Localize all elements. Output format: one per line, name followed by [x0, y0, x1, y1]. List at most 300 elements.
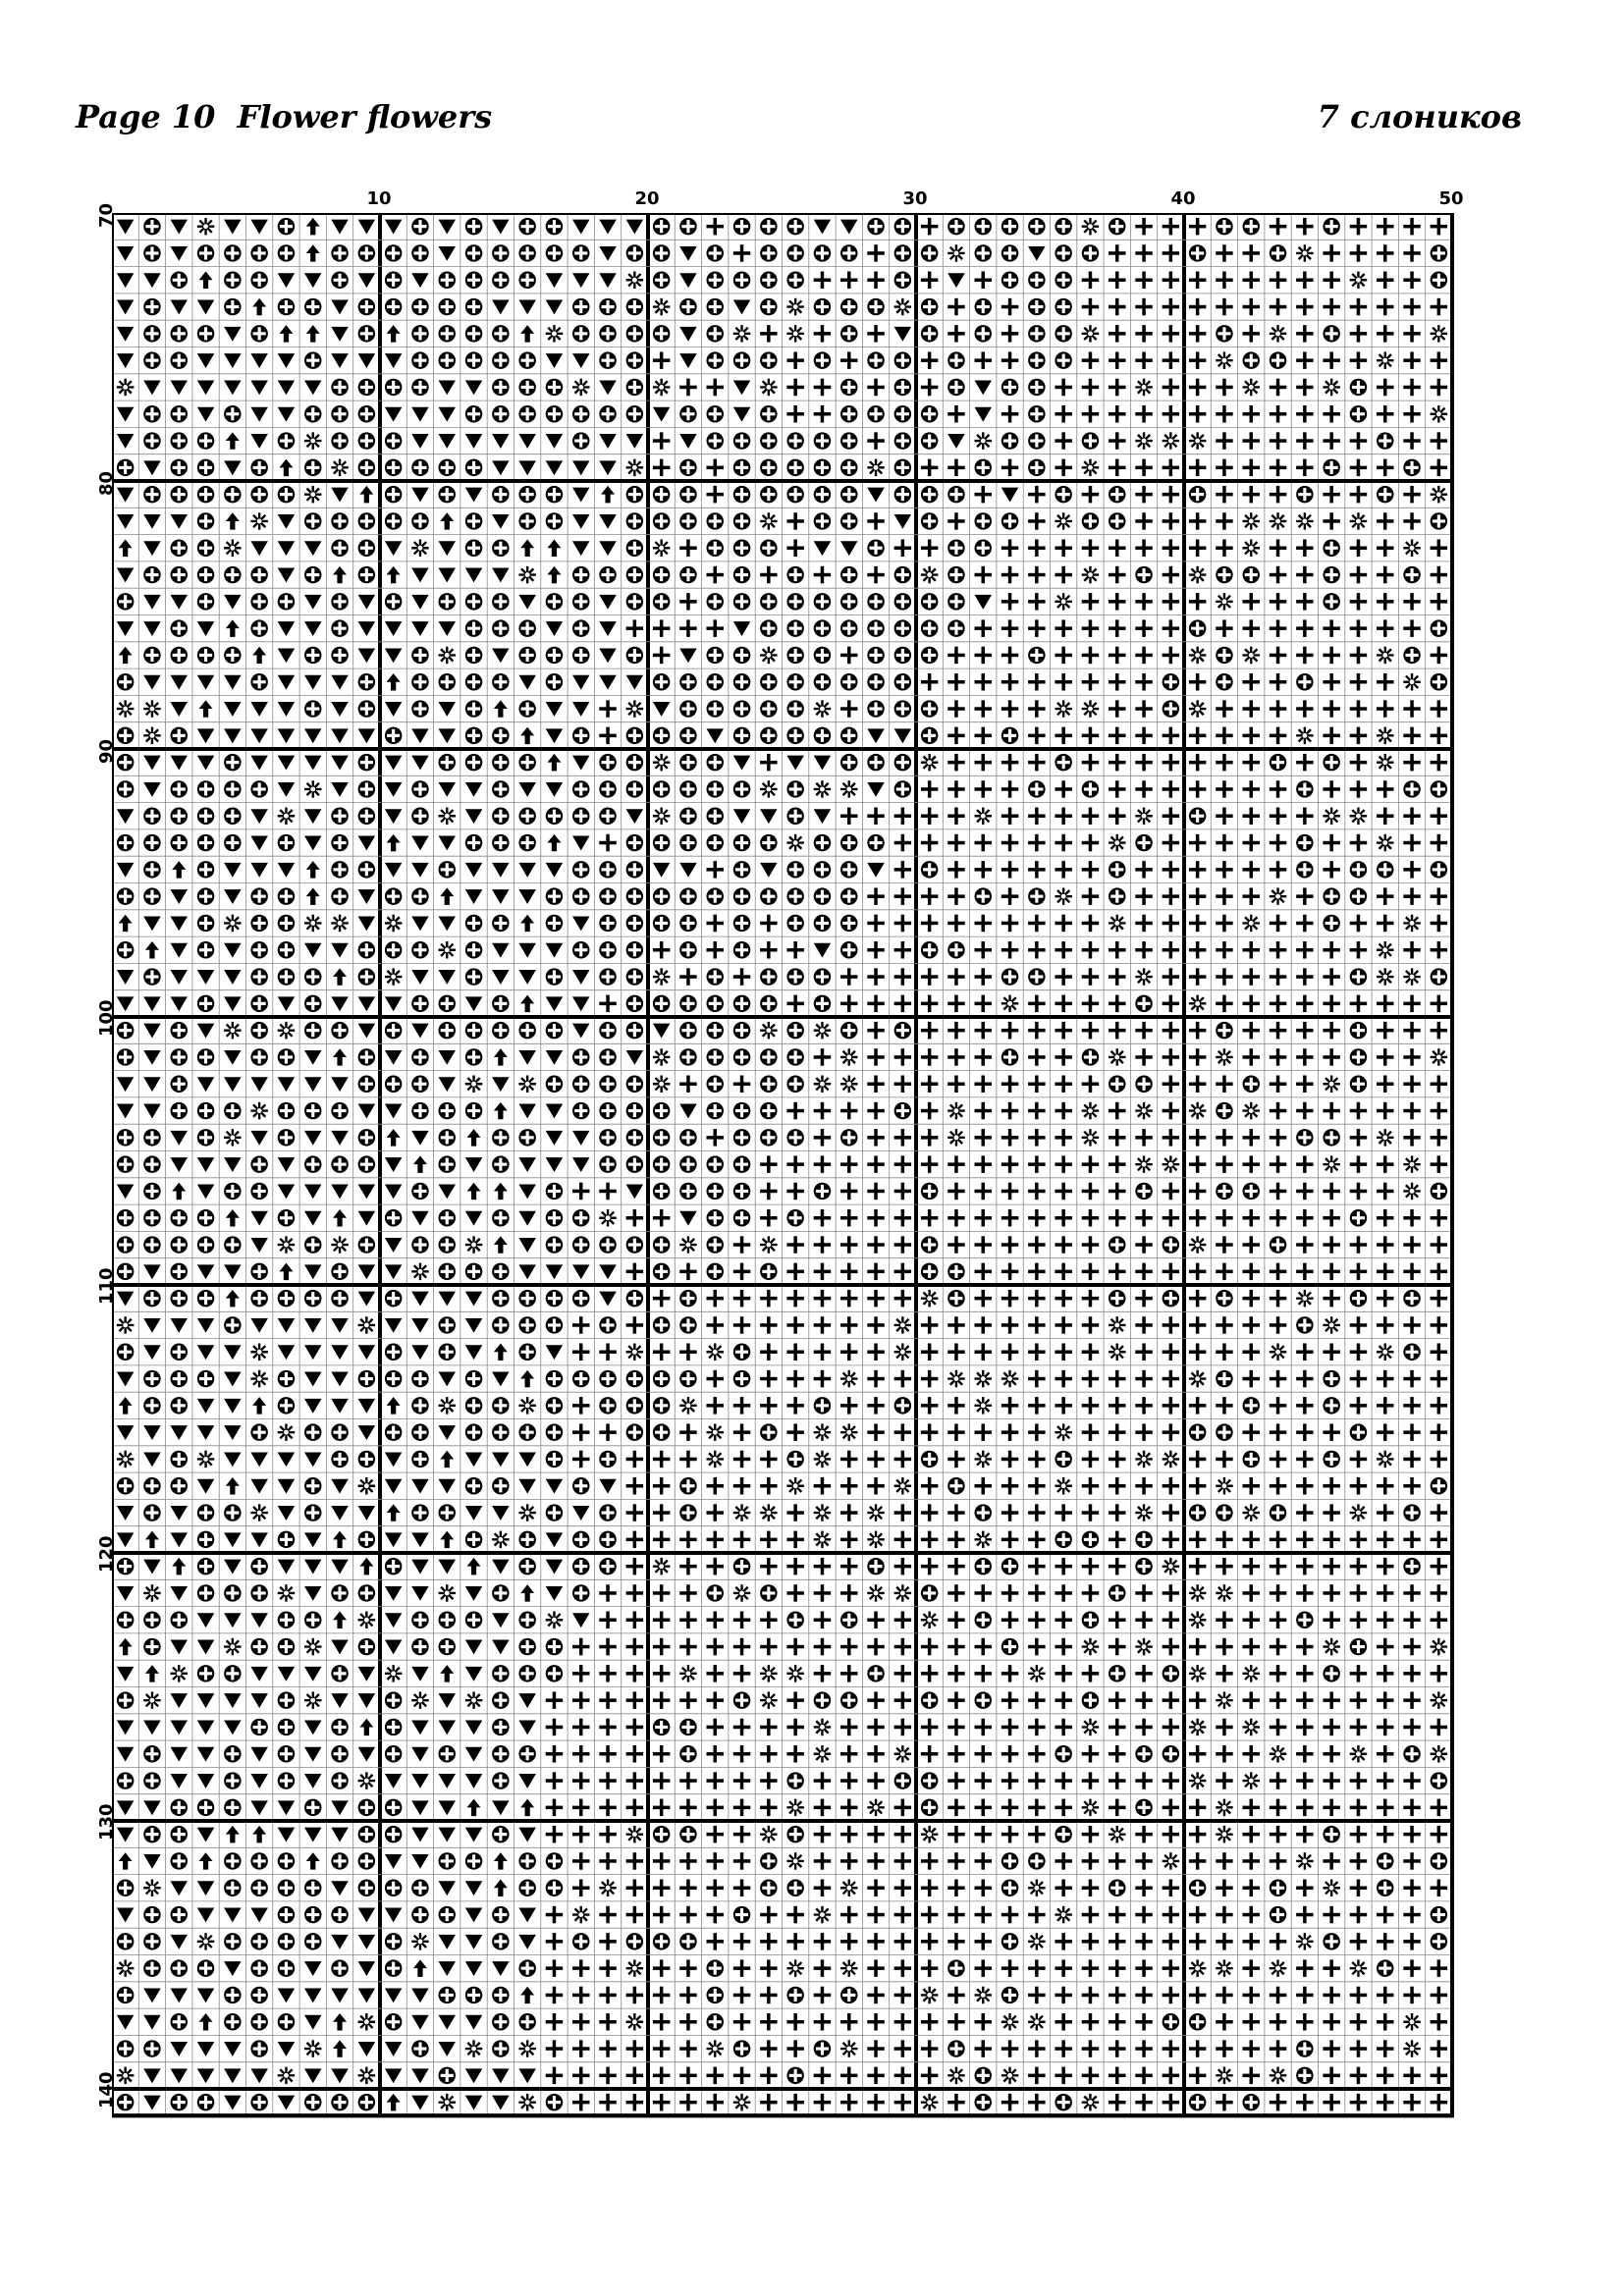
triangle-down-symbol: [143, 2068, 160, 2083]
plus-symbol: [894, 2067, 911, 2084]
triangle-down-symbol: [465, 782, 482, 797]
filled-cross-symbol: [117, 1236, 134, 1253]
filled-cross-symbol: [1189, 1504, 1206, 1521]
triangle-down-symbol: [224, 1372, 241, 1387]
plus-symbol: [1323, 1290, 1339, 1307]
triangle-down-symbol: [518, 1157, 535, 1172]
arrow-up-symbol: [387, 1397, 401, 1414]
filled-cross-symbol: [733, 1048, 750, 1065]
filled-cross-symbol: [197, 486, 214, 503]
triangle-down-symbol: [411, 1292, 428, 1307]
filled-cross-symbol: [250, 995, 267, 1012]
plus-symbol: [975, 1263, 992, 1280]
triangle-down-symbol: [492, 1077, 509, 1092]
filled-cross-symbol: [1028, 432, 1045, 449]
plus-symbol: [1163, 915, 1179, 932]
triangle-down-symbol: [197, 1024, 214, 1039]
filled-cross-symbol: [679, 566, 696, 583]
filled-cross-symbol: [626, 887, 643, 904]
filled-cross-symbol: [224, 1665, 241, 1682]
plus-symbol: [760, 1155, 777, 1172]
plus-symbol: [975, 1076, 992, 1093]
filled-cross-symbol: [411, 1504, 428, 1521]
plus-symbol: [1323, 1799, 1339, 1816]
filled-cross-symbol: [760, 351, 777, 368]
plus-symbol: [1350, 1477, 1367, 1494]
asterisk-symbol: [117, 1451, 134, 1468]
filled-cross-symbol: [1055, 486, 1071, 503]
plus-symbol: [599, 1719, 616, 1735]
triangle-down-symbol: [250, 1613, 267, 1628]
plus-symbol: [867, 1987, 884, 2003]
filled-cross-symbol: [814, 995, 831, 1012]
plus-symbol: [1163, 1959, 1179, 1976]
asterisk-symbol: [411, 1691, 428, 1708]
filled-cross-symbol: [1001, 968, 1018, 985]
asterisk-symbol: [1055, 1423, 1071, 1440]
plus-symbol: [733, 1263, 750, 1280]
triangle-down-symbol: [171, 1586, 188, 1601]
plus-symbol: [1296, 1826, 1313, 1842]
triangle-down-symbol: [197, 1747, 214, 1762]
filled-cross-symbol: [733, 566, 750, 583]
triangle-down-symbol: [465, 2068, 482, 2083]
filled-cross-symbol: [733, 673, 750, 690]
plus-symbol: [947, 1155, 964, 1172]
asterisk-symbol: [786, 298, 803, 315]
plus-symbol: [1323, 432, 1339, 449]
plus-symbol: [921, 1155, 938, 1172]
plus-symbol: [1296, 968, 1313, 985]
filled-cross-symbol: [947, 486, 964, 503]
triangle-down-symbol: [546, 996, 563, 1011]
filled-cross-symbol: [465, 754, 482, 771]
plus-symbol: [1431, 700, 1447, 717]
plus-symbol: [894, 1987, 911, 2003]
filled-cross-symbol: [411, 1906, 428, 1923]
filled-cross-symbol: [733, 1102, 750, 1119]
filled-cross-symbol: [840, 432, 857, 449]
plus-symbol: [840, 2094, 857, 2110]
filled-cross-symbol: [1001, 1880, 1018, 1896]
filled-cross-symbol: [894, 754, 911, 771]
plus-symbol: [626, 1504, 643, 1521]
plus-symbol: [1135, 1290, 1152, 1307]
triangle-down-symbol: [439, 246, 456, 261]
filled-cross-symbol: [224, 1316, 241, 1333]
plus-symbol: [921, 1880, 938, 1896]
plus-symbol: [1109, 1612, 1125, 1629]
plus-symbol: [1270, 861, 1286, 878]
plus-symbol: [599, 2067, 616, 2084]
triangle-down-symbol: [894, 514, 911, 529]
plus-symbol: [733, 1638, 750, 1655]
asterisk-symbol: [1189, 566, 1206, 583]
filled-cross-symbol: [385, 432, 402, 449]
plus-symbol: [867, 1612, 884, 1629]
plus-symbol: [1216, 379, 1232, 396]
plus-symbol: [1135, 486, 1152, 503]
triangle-down-symbol: [465, 1157, 482, 1172]
triangle-down-symbol: [171, 1131, 188, 1146]
plus-symbol: [760, 1209, 777, 1226]
filled-cross-symbol: [653, 1423, 670, 1440]
filled-cross-symbol: [331, 1102, 348, 1119]
triangle-down-symbol: [546, 1050, 563, 1065]
asterisk-symbol: [840, 1423, 857, 1440]
filled-cross-symbol: [518, 1612, 535, 1629]
plus-symbol: [894, 1852, 911, 1869]
filled-cross-symbol: [278, 1290, 295, 1307]
row-label-130: 130: [96, 1803, 117, 1841]
filled-cross-symbol: [304, 566, 321, 583]
filled-cross-symbol: [224, 647, 241, 664]
filled-cross-symbol: [840, 1691, 857, 1708]
filled-cross-symbol: [1109, 486, 1125, 503]
asterisk-symbol: [814, 1022, 831, 1039]
plus-symbol: [1135, 218, 1152, 235]
plus-symbol: [653, 619, 670, 636]
plus-symbol: [1323, 405, 1339, 422]
filled-cross-symbol: [1055, 2094, 1071, 2110]
filled-cross-symbol: [171, 2013, 188, 2030]
asterisk-symbol: [626, 1344, 643, 1361]
plus-symbol: [1135, 2067, 1152, 2084]
triangle-down-symbol: [224, 2068, 241, 2083]
plus-symbol: [1028, 1183, 1045, 1200]
triangle-down-symbol: [465, 809, 482, 824]
plus-symbol: [975, 1290, 992, 1307]
plus-symbol: [1323, 2094, 1339, 2110]
plus-symbol: [1109, 2040, 1125, 2056]
asterisk-symbol: [358, 1316, 375, 1333]
plus-symbol: [1216, 700, 1232, 717]
filled-cross-symbol: [439, 1344, 456, 1361]
plus-symbol: [1296, 754, 1313, 771]
filled-cross-symbol: [385, 1745, 402, 1762]
filled-cross-symbol: [250, 1719, 267, 1735]
arrow-up-symbol: [494, 1048, 508, 1065]
plus-symbol: [1296, 1076, 1313, 1093]
triangle-down-symbol: [439, 2015, 456, 2030]
plus-symbol: [626, 1612, 643, 1629]
filled-cross-symbol: [1189, 486, 1206, 503]
triangle-down-symbol: [304, 1560, 321, 1575]
plus-symbol: [1135, 1236, 1152, 1253]
asterisk-symbol: [1189, 1612, 1206, 1629]
triangle-down-symbol: [947, 434, 964, 449]
filled-cross-symbol: [1109, 1236, 1125, 1253]
triangle-down-symbol: [304, 1452, 321, 1467]
plus-symbol: [1350, 700, 1367, 717]
plus-symbol: [1001, 325, 1018, 342]
filled-cross-symbol: [626, 325, 643, 342]
triangle-down-symbol: [278, 2042, 295, 2056]
plus-symbol: [1350, 2040, 1367, 2056]
plus-symbol: [814, 1558, 831, 1575]
filled-cross-symbol: [626, 915, 643, 932]
plus-symbol: [840, 1638, 857, 1655]
filled-cross-symbol: [1216, 647, 1232, 664]
triangle-down-symbol: [518, 970, 535, 985]
plus-symbol: [1028, 915, 1045, 932]
filled-cross-symbol: [653, 486, 670, 503]
plus-symbol: [1377, 2094, 1393, 2110]
plus-symbol: [626, 2040, 643, 2056]
plus-symbol: [1216, 405, 1232, 422]
filled-cross-symbol: [358, 1531, 375, 1548]
triangle-down-symbol: [224, 1157, 241, 1172]
filled-cross-symbol: [786, 780, 803, 797]
plus-symbol: [814, 379, 831, 396]
filled-cross-symbol: [626, 1236, 643, 1253]
filled-cross-symbol: [250, 1048, 267, 1065]
asterisk-symbol: [894, 298, 911, 315]
triangle-down-symbol: [385, 1908, 402, 1923]
plus-symbol: [1323, 647, 1339, 664]
filled-cross-symbol: [197, 1370, 214, 1387]
plus-symbol: [1163, 1719, 1179, 1735]
plus-symbol: [653, 1691, 670, 1708]
filled-cross-symbol: [385, 459, 402, 476]
filled-cross-symbol: [224, 486, 241, 503]
filled-cross-symbol: [250, 1022, 267, 1039]
triangle-down-symbol: [171, 1425, 188, 1440]
plus-symbol: [1403, 1987, 1420, 2003]
triangle-down-symbol: [572, 541, 589, 556]
plus-symbol: [1028, 861, 1045, 878]
triangle-down-symbol: [304, 1211, 321, 1226]
filled-cross-symbol: [1055, 1826, 1071, 1842]
filled-cross-symbol: [492, 1719, 509, 1735]
filled-cross-symbol: [599, 1531, 616, 1548]
plus-symbol: [921, 1102, 938, 1119]
filled-cross-symbol: [626, 995, 643, 1012]
plus-symbol: [679, 1880, 696, 1896]
plus-symbol: [1189, 593, 1206, 610]
plus-symbol: [1243, 780, 1260, 797]
plus-symbol: [1001, 619, 1018, 636]
plus-symbol: [1323, 1987, 1339, 2003]
asterisk-symbol: [224, 1638, 241, 1655]
plus-symbol: [1403, 1584, 1420, 1601]
asterisk-symbol: [518, 1397, 535, 1414]
filled-cross-symbol: [1216, 1423, 1232, 1440]
plus-symbol: [572, 1344, 589, 1361]
filled-cross-symbol: [840, 379, 857, 396]
filled-cross-symbol: [546, 647, 563, 664]
asterisk-symbol: [1403, 2040, 1420, 2056]
plus-symbol: [1270, 1290, 1286, 1307]
asterisk-symbol: [1270, 2067, 1286, 2084]
filled-cross-symbol: [599, 1558, 616, 1575]
plus-symbol: [786, 1584, 803, 1601]
triangle-down-symbol: [304, 1372, 321, 1387]
triangle-down-symbol: [465, 434, 482, 449]
triangle-down-symbol: [304, 595, 321, 610]
filled-cross-symbol: [572, 1477, 589, 1494]
filled-cross-symbol: [921, 941, 938, 958]
triangle-down-symbol: [224, 1961, 241, 1976]
plus-symbol: [921, 1129, 938, 1146]
plus-symbol: [786, 405, 803, 422]
plus-symbol: [921, 1852, 938, 1869]
plus-symbol: [1350, 754, 1367, 771]
plus-symbol: [1323, 1558, 1339, 1575]
asterisk-symbol: [626, 2013, 643, 2030]
plus-symbol: [1163, 379, 1179, 396]
plus-symbol: [626, 1477, 643, 1494]
triangle-down-symbol: [439, 2042, 456, 2056]
triangle-down-symbol: [465, 1586, 482, 1601]
plus-symbol: [1082, 1022, 1099, 1039]
triangle-down-symbol: [439, 702, 456, 717]
filled-cross-symbol: [224, 244, 241, 261]
filled-cross-symbol: [250, 1290, 267, 1307]
plus-symbol: [1270, 673, 1286, 690]
filled-cross-symbol: [1216, 1022, 1232, 1039]
asterisk-symbol: [1243, 1102, 1260, 1119]
plus-symbol: [947, 780, 964, 797]
asterisk-symbol: [1109, 1826, 1125, 1842]
filled-cross-symbol: [278, 2013, 295, 2030]
plus-symbol: [1001, 405, 1018, 422]
filled-cross-symbol: [465, 351, 482, 368]
plus-symbol: [867, 1209, 884, 1226]
plus-symbol: [1431, 647, 1447, 664]
triangle-down-symbol: [572, 353, 589, 368]
plus-symbol: [760, 754, 777, 771]
filled-cross-symbol: [331, 834, 348, 851]
filled-cross-symbol: [546, 1451, 563, 1468]
plus-symbol: [1270, 1665, 1286, 1682]
plus-symbol: [814, 272, 831, 289]
plus-symbol: [1109, 298, 1125, 315]
filled-cross-symbol: [626, 941, 643, 958]
triangle-down-symbol: [117, 1908, 134, 1923]
triangle-down-symbol: [760, 809, 777, 824]
plus-symbol: [733, 968, 750, 985]
plus-symbol: [1001, 780, 1018, 797]
arrow-up-symbol: [387, 673, 401, 690]
plus-symbol: [1296, 1102, 1313, 1119]
plus-symbol: [1431, 1129, 1447, 1146]
filled-cross-symbol: [1296, 834, 1313, 851]
plus-symbol: [1296, 298, 1313, 315]
filled-cross-symbol: [465, 244, 482, 261]
asterisk-symbol: [840, 1880, 857, 1896]
triangle-down-symbol: [572, 756, 589, 771]
plus-symbol: [867, 941, 884, 958]
triangle-down-symbol: [439, 1720, 456, 1735]
triangle-down-symbol: [411, 1532, 428, 1547]
plus-symbol: [760, 1477, 777, 1494]
filled-cross-symbol: [1135, 834, 1152, 851]
plus-symbol: [840, 1665, 857, 1682]
filled-cross-symbol: [411, 1638, 428, 1655]
plus-symbol: [786, 1316, 803, 1333]
filled-cross-symbol: [439, 1316, 456, 1333]
plus-symbol: [733, 1959, 750, 1976]
triangle-down-symbol: [197, 2068, 214, 2083]
asterisk-symbol: [653, 754, 670, 771]
filled-cross-symbol: [411, 512, 428, 529]
filled-cross-symbol: [599, 1022, 616, 1039]
asterisk-symbol: [786, 834, 803, 851]
asterisk-symbol: [707, 1423, 724, 1440]
plus-symbol: [1350, 727, 1367, 744]
triangle-down-symbol: [197, 1693, 214, 1708]
arrow-up-symbol: [520, 1370, 534, 1387]
filled-cross-symbol: [411, 887, 428, 904]
asterisk-symbol: [975, 1397, 992, 1414]
asterisk-symbol: [1109, 915, 1125, 932]
filled-cross-symbol: [733, 1906, 750, 1923]
filled-cross-symbol: [439, 754, 456, 771]
filled-cross-symbol: [894, 673, 911, 690]
plus-symbol: [1163, 325, 1179, 342]
plus-symbol: [947, 1344, 964, 1361]
asterisk-symbol: [1243, 1772, 1260, 1789]
plus-symbol: [1350, 218, 1367, 235]
filled-cross-symbol: [546, 244, 563, 261]
plus-symbol: [707, 1719, 724, 1735]
asterisk-symbol: [1403, 2013, 1420, 2030]
row-label-140: 140: [96, 2071, 117, 2109]
plus-symbol: [1055, 1102, 1071, 1119]
filled-cross-symbol: [1055, 351, 1071, 368]
filled-cross-symbol: [1350, 1638, 1367, 1655]
triangle-down-symbol: [358, 595, 375, 610]
asterisk-symbol: [1270, 1344, 1286, 1361]
triangle-down-symbol: [224, 1613, 241, 1628]
plus-symbol: [1055, 647, 1071, 664]
row-label-80: 80: [96, 470, 117, 496]
asterisk-symbol: [760, 1665, 777, 1682]
plus-symbol: [1296, 941, 1313, 958]
plus-symbol: [1350, 2013, 1367, 2030]
plus-symbol: [975, 1477, 992, 1494]
asterisk-symbol: [1431, 1638, 1447, 1655]
plus-symbol: [867, 2013, 884, 2030]
plus-symbol: [1403, 808, 1420, 825]
plus-symbol: [947, 1076, 964, 1093]
filled-cross-symbol: [653, 218, 670, 235]
plus-symbol: [679, 1531, 696, 1548]
triangle-down-symbol: [250, 1800, 267, 1815]
filled-cross-symbol: [518, 2013, 535, 2030]
plus-symbol: [760, 1987, 777, 2003]
plus-symbol: [1055, 1852, 1071, 1869]
filled-cross-symbol: [546, 1290, 563, 1307]
filled-cross-symbol: [224, 1504, 241, 1521]
filled-cross-symbol: [707, 2013, 724, 2030]
plus-symbol: [814, 2094, 831, 2110]
triangle-down-symbol: [304, 2015, 321, 2030]
plus-symbol: [867, 887, 884, 904]
filled-cross-symbol: [546, 1504, 563, 1521]
triangle-down-symbol: [358, 728, 375, 743]
plus-symbol: [1135, 1397, 1152, 1414]
plus-symbol: [626, 1745, 643, 1762]
filled-cross-symbol: [786, 1022, 803, 1039]
plus-symbol: [1377, 780, 1393, 797]
filled-cross-symbol: [1243, 1451, 1260, 1468]
filled-cross-symbol: [653, 1370, 670, 1387]
filled-cross-symbol: [331, 1719, 348, 1735]
plus-symbol: [707, 861, 724, 878]
asterisk-symbol: [1001, 1370, 1018, 1387]
